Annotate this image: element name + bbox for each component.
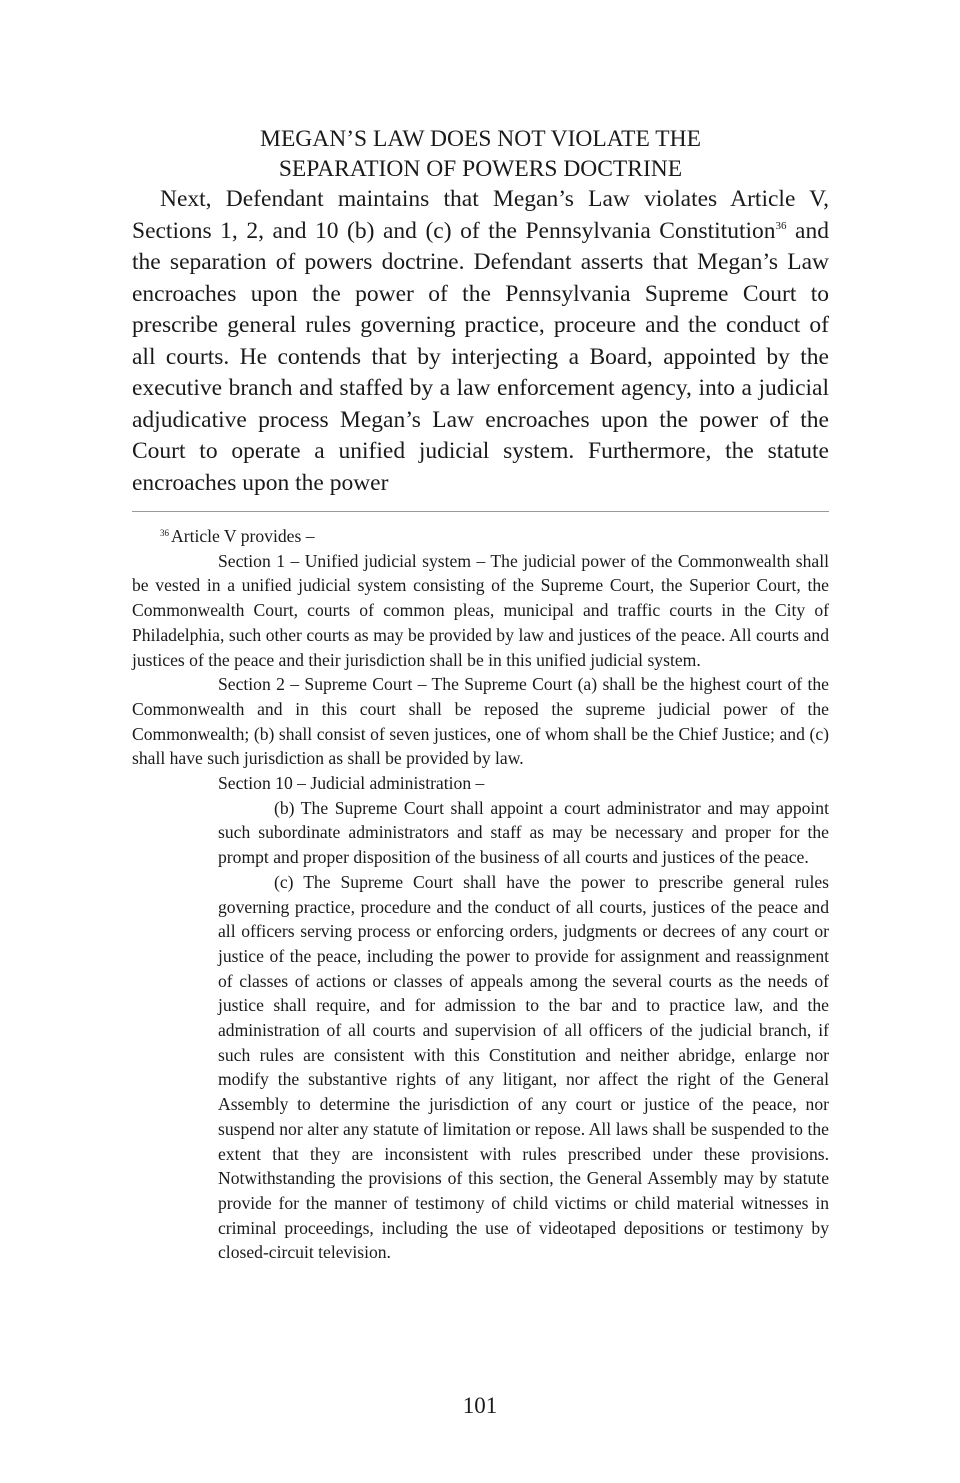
body-paragraph [132, 184, 829, 499]
footnote-section-10-title: Section 10 – Judicial administration – [218, 773, 485, 794]
footnote-section-10-b: (b) The Supreme Court shall appoint a court administrator and may appoint such subordinate administrators and staff as may be necessary and proper for the prompt and proper disposition of the business of all courts and justices of the peace. [218, 797, 829, 868]
footnote-intro-text: Article V provides – [171, 526, 315, 546]
body-text-before-ref: Next, Defendant maintains that Megan’s Law violates Article V, Sections 1, 2, and 10 (b) and (c) of the Pennsylvania Constitution [132, 186, 829, 244]
footnote-reference[interactable]: 36 [775, 219, 787, 232]
footnote-section-10-c: (c) The Supreme Court shall have the power to prescribe general rules governing practice, procedure and the conduct of all courts, justices of the peace and all officers serving process or enforcing orders, judgments or decrees of any court or justice of the peace, including the power to provide for assignment and reassignment of classes of actions or classes of appeals among the several courts as the needs of justice shall require, and for admission to the bar and to practice law, and the administration of all courts and supervision of all officers of the judicial branch, if such rules are consistent with this Constitution and neither abridge, enlarge nor modify the substantive rights of any litigant, nor affect the right of the General Assembly to determine the jurisdiction of any court or justice of the peace, nor suspend nor alter any statute of limitation or repose. All laws shall be suspended to the extent that they are inconsistent with rules prescribed under these provisions. Notwithstanding the provisions of this section, the General Assembly may by statute provide for the manner of testimony of child victims or child material witnesses in criminal proceedings, including the use of videotaped depositions or testimony by closed-circuit television. [218, 871, 829, 1263]
footnote-divider [132, 511, 829, 512]
section-heading [132, 124, 829, 184]
footnote-section-2: Section 2 – Supreme Court – The Supreme Court (a) shall be the highest court of the Commonwealth and in this court shall be reposed the supreme judicial power of the Commonwealth; (b) shall consist of seven justices, one of whom shall be the Chief Justice; and (c) shall have such jurisdiction as shall be provided by law. [132, 674, 829, 769]
heading-line-1: MEGAN’S LAW DOES NOT VIOLATE THE [260, 126, 701, 152]
page-content [132, 124, 829, 1265]
body-text-after-ref: and the separation of powers doctrine. Defendant asserts that Megan’s Law encroaches upon the power of the Pennsylvania Supreme Court to prescribe general rules governing practice, proceure and the conduct of all courts. He contends that by interjecting a Board, appointed by the executive branch and staffed by a law enforcement agency, into a judicial adjudicative process Megan’s Law encroaches upon the power of the Court to operate a unified judicial system. Furthermore, the statute encroaches upon the power [132, 217, 829, 496]
footnote-intro [132, 524, 829, 549]
page-number: 101 [462, 1393, 498, 1418]
footnote-block [132, 524, 829, 1265]
heading-line-2: SEPARATION OF POWERS DOCTRINE [278, 156, 683, 182]
footnote-number: 36 [160, 528, 169, 538]
footnote-section-1: Section 1 – Unified judicial system – The judicial power of the Commonwealth shall be vested in a unified judicial system consisting of the Supreme Court, the Superior Court, the Commonwealth Court, courts of common pleas, municipal and traffic courts in the City of Philadelphia, such other courts as may be provided by law and justices of the peace. All courts and justices of the peace and their jurisdiction shall be in this unified judicial system. [132, 550, 829, 670]
